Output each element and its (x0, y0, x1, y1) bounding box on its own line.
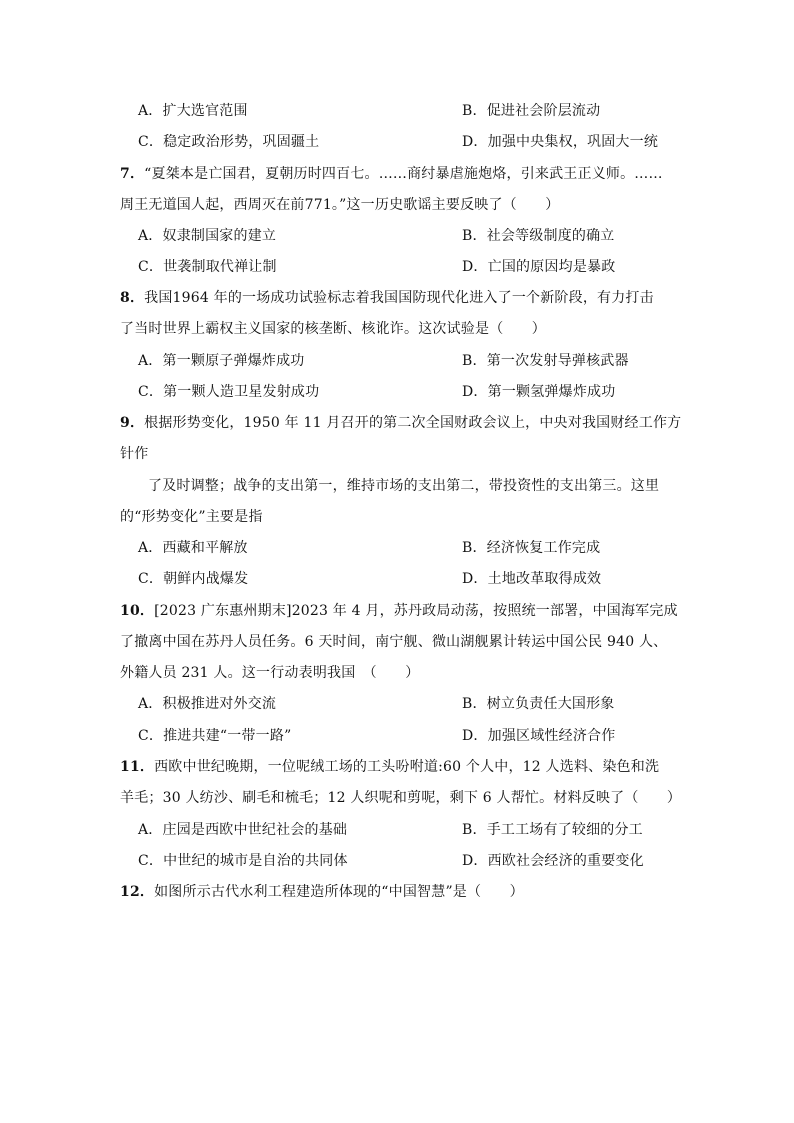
q7-number: 7． (120, 166, 145, 182)
q7-stem-line1: 7．“夏桀本是亡国君，夏朝历时四百七。……商纣暴虐施炮烙，引来武王正义师。…… (120, 166, 663, 182)
q11-option-d: D．西欧社会经济的重要变化 (462, 853, 644, 869)
q10-option-d: D．加强区域性经济合作 (462, 728, 616, 744)
q11-number: 11． (120, 759, 155, 775)
q8-option-d: D．第一颗氢弹爆炸成功 (462, 384, 616, 400)
q7-option-a: A．奴隶制国家的建立 (138, 228, 277, 244)
q6-option-a: A．扩大选官范围 (138, 103, 248, 119)
q11-stem-line1: 11．西欧中世纪晚期，一位呢绒工场的工头吩咐道:60 个人中，12 人选料、染色和洗 (120, 759, 660, 775)
q9-number: 9． (120, 415, 145, 431)
q7-option-b: B．社会等级制度的确立 (462, 228, 615, 244)
q10-stem-line2: 了撤离中国在苏丹人员任务。6 天时间，南宁舰、微山湖舰累计转运中国公民 940 人、 (120, 634, 668, 650)
q8-option-a: A．第一颗原子弹爆炸成功 (138, 353, 305, 369)
q11-option-b: B．手工工场有了较细的分工 (462, 822, 643, 838)
q8-stem-line2: 了当时世界上霸权主义国家的核垄断、核讹诈。这次试验是（ ） (120, 321, 546, 337)
q12-stem-line1: 12．如图所示古代水利工程建造所体现的“中国智慧”是（ ） (120, 884, 524, 900)
q9-stem-line4: 的“形势变化”主要是指 (120, 509, 263, 525)
q6-option-b: B．促进社会阶层流动 (462, 103, 601, 119)
q8-number: 8． (120, 290, 145, 306)
q11-option-a: A．庄园是西欧中世纪社会的基础 (138, 822, 348, 838)
q10-option-c: C．推进共建“一带一路” (138, 728, 292, 744)
q8-stem-line1: 8．我国1964 年的一场成功试验标志着我国国防现代化进入了一个新阶段，有力打击 (120, 290, 654, 306)
q9-stem-line3: 了及时调整；战争的支出第一，维持市场的支出第二，带投资性的支出第三。这里 (148, 478, 660, 494)
q7-option-d: D．亡国的原因均是暴政 (462, 259, 616, 275)
q9-option-b: B．经济恢复工作完成 (462, 540, 601, 556)
q9-stem-line2: 针作 (120, 446, 149, 462)
q12-number: 12． (120, 884, 155, 900)
q10-stem-line3: 外籍人员 231 人。这一行动表明我国 （ ） (120, 665, 420, 681)
q8-option-c: C．第一颗人造卫星发射成功 (138, 384, 320, 400)
q9-stem-line1: 9．根据形势变化，1950 年 11 月召开的第二次全国财政会议上，中央对我国财经工作方 (120, 415, 682, 431)
q10-stem-line1: 10．[2023 广东惠州期末]2023 年 4 月，苏丹政局动荡，按照统一部署，中国海军完成 (120, 603, 678, 619)
q6-option-d: D．加强中央集权，巩固大一统 (462, 134, 659, 150)
q9-option-a: A．西藏和平解放 (138, 540, 248, 556)
q9-option-c: C．朝鲜内战爆发 (138, 571, 249, 587)
q10-number: 10． (120, 603, 155, 619)
q11-stem-line2: 羊毛；30 人纺沙、刷毛和梳毛；12 人织呢和剪呢，剩下 6 人帮忙。材料反映了（ ） (120, 790, 682, 806)
q7-option-c: C．世袭制取代禅让制 (138, 259, 277, 275)
q7-stem-line2: 周王无道国人起，西周灭在前771。”这一历史歌谣主要反映了（ ） (120, 197, 560, 213)
q8-option-b: B．第一次发射导弹核武器 (462, 353, 629, 369)
q10-option-a: A．积极推进对外交流 (138, 696, 277, 712)
q6-option-c: C．稳定政治形势，巩固疆土 (138, 134, 320, 150)
q9-option-d: D．土地改革取得成效 (462, 571, 602, 587)
q11-option-c: C．中世纪的城市是自治的共同体 (138, 853, 348, 869)
q10-option-b: B．树立负责任大国形象 (462, 696, 615, 712)
